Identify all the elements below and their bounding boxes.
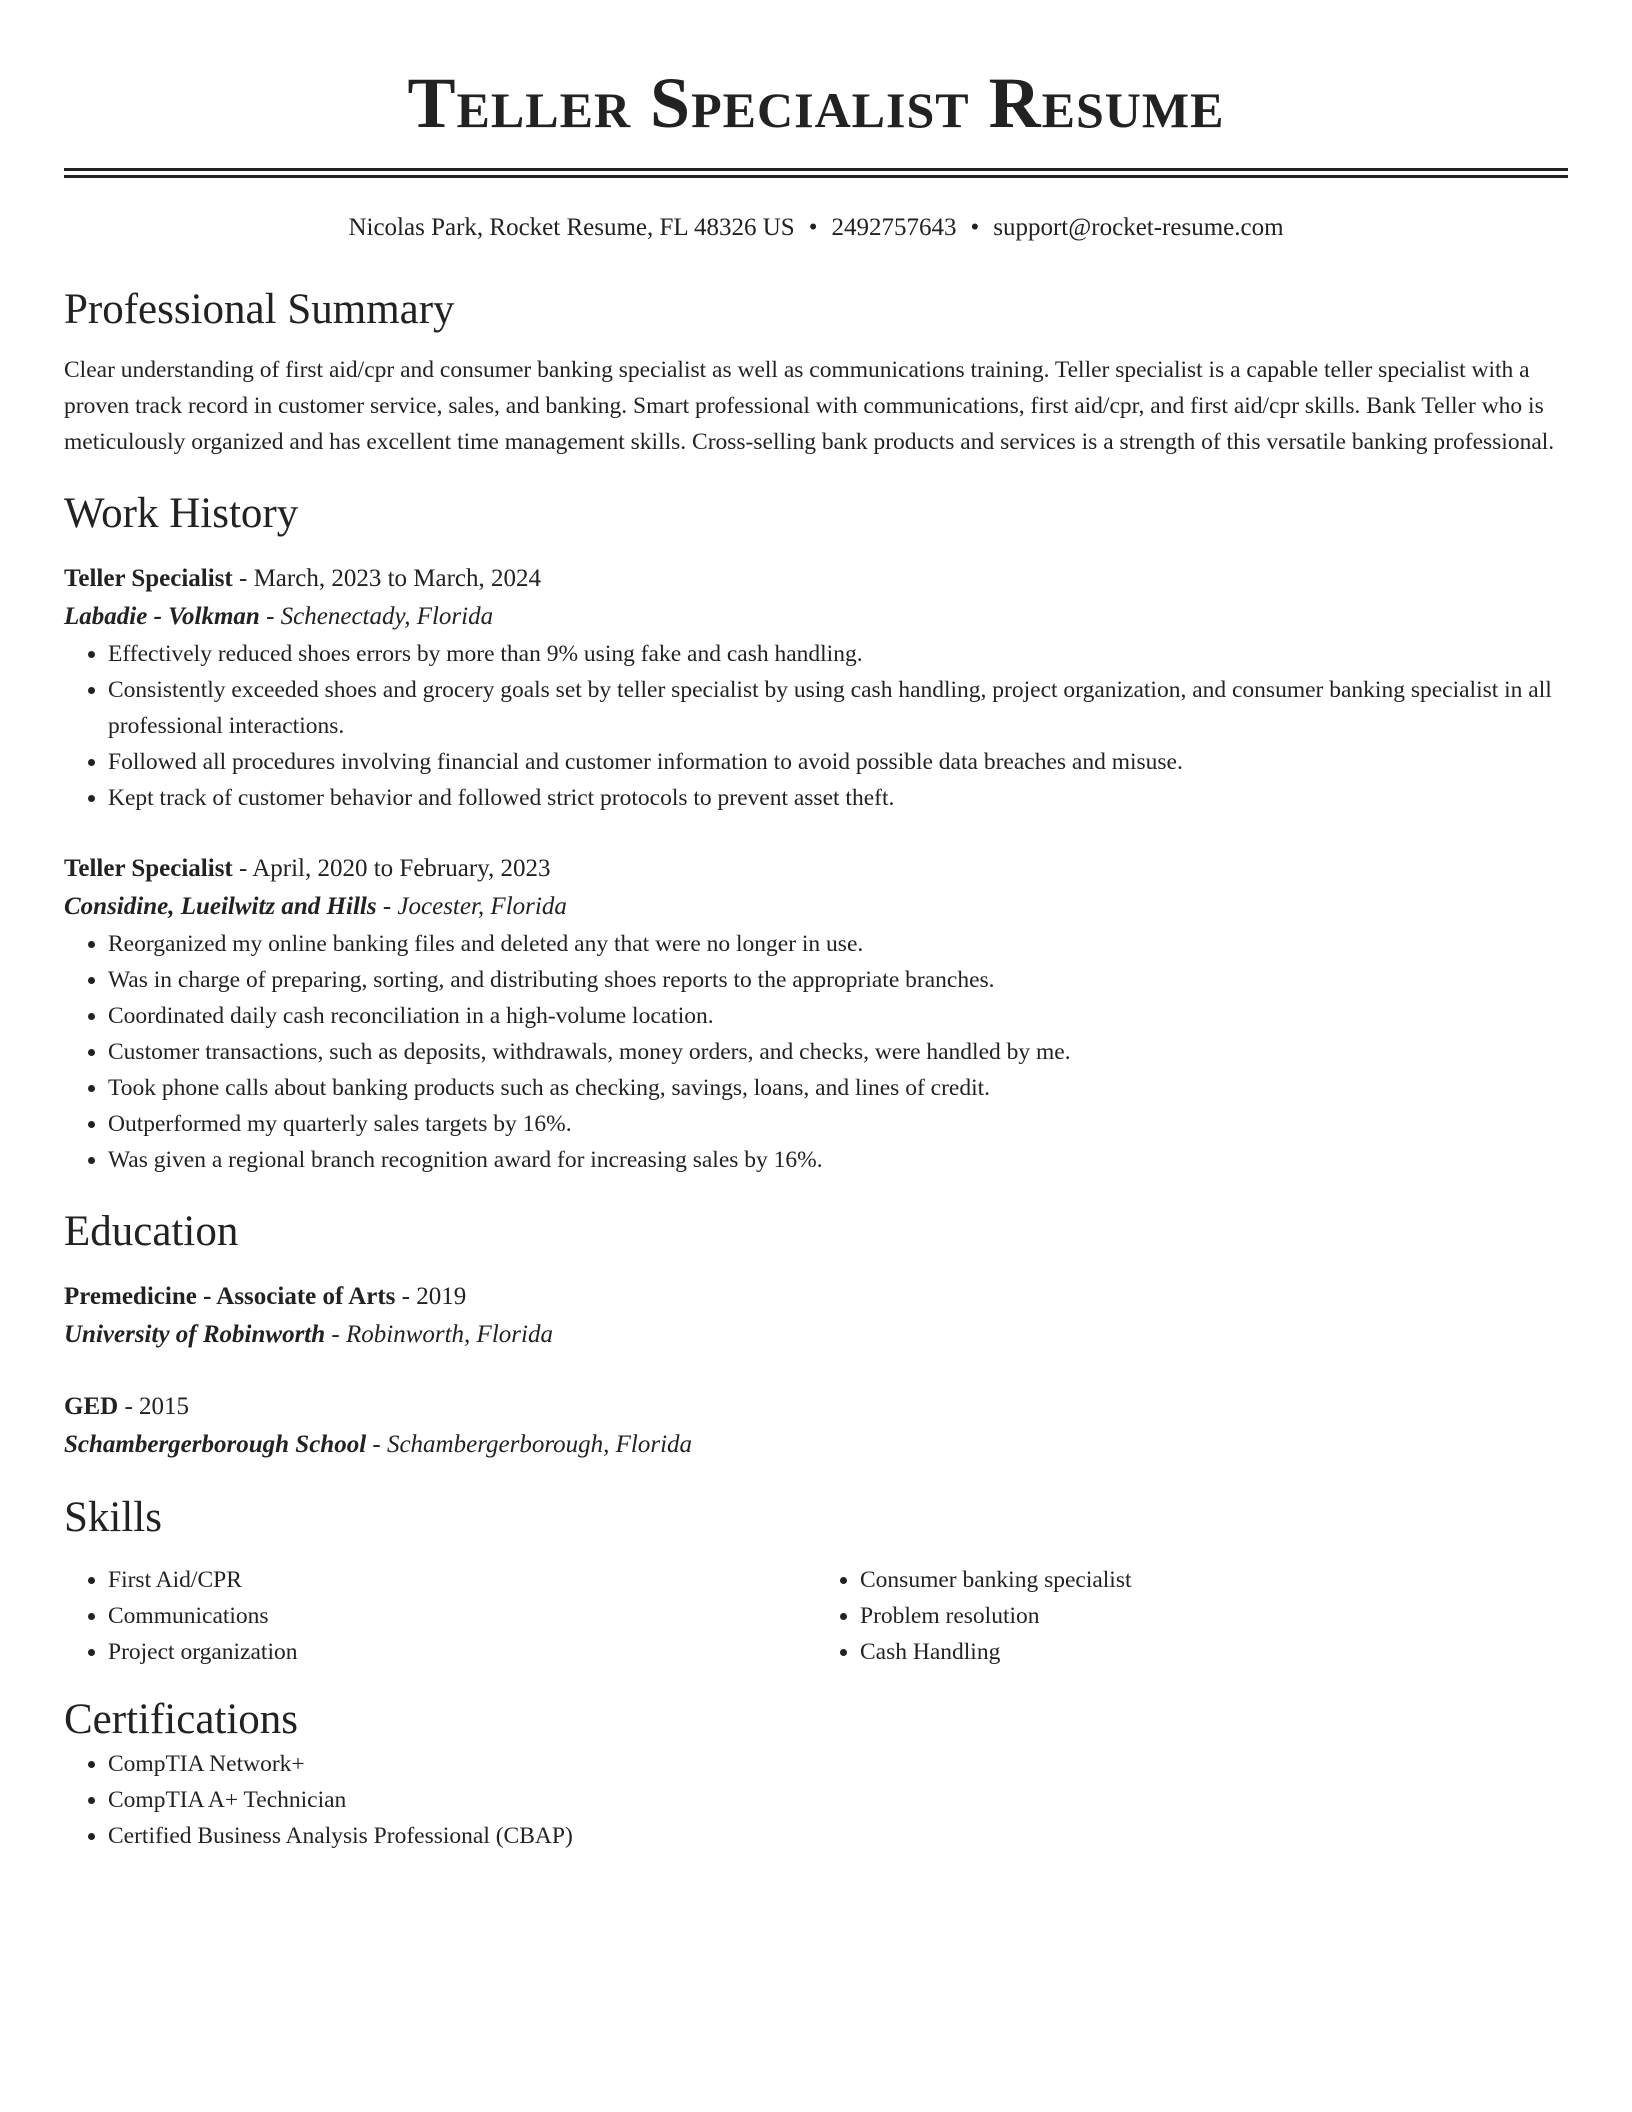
list-item: • Outperformed my quarterly sales targets by 16%. (108, 1106, 1568, 1142)
list-item: • Reorganized my online banking files and deleted any that were no longer in use. (108, 926, 1568, 962)
section-heading-skills: Skills (64, 1494, 162, 1541)
certification-item: • CompTIA A+ Technician (108, 1782, 1568, 1818)
education-school: University of Robinworth (64, 1321, 326, 1348)
job-duties-list (64, 636, 1568, 816)
job-title: Teller Specialist (64, 855, 233, 882)
list-item: • Effectively reduced shoes errors by more than 9% using fake and cash handling. (108, 636, 1568, 672)
job-location: - Schenectady, Florida (259, 603, 494, 630)
job-title: Teller Specialist (64, 565, 233, 592)
job-company: Considine, Lueilwitz and Hills (64, 893, 377, 920)
contact-email: support@rocket-resume.com (993, 214, 1284, 241)
skills-list (816, 1562, 1568, 1670)
list-item: • Consistently exceeded shoes and grocery goals set by teller specialist by using cash handling, project organization, and consumer banking specialist in all professional interactions. (108, 672, 1568, 744)
title-divider (64, 168, 1568, 178)
education-degree: GED (64, 1393, 119, 1420)
education-year: - 2019 (395, 1283, 467, 1310)
list-item: • Was in charge of preparing, sorting, and distributing shoes reports to the appropriate branches. (108, 962, 1568, 998)
education-header (64, 1388, 1568, 1426)
list-item: • Was given a regional branch recognition award for increasing sales by 16%. (108, 1142, 1568, 1178)
contact-separator: • (808, 214, 818, 241)
job-dates: - March, 2023 to March, 2024 (232, 565, 542, 592)
contact-line (64, 212, 1568, 244)
section-heading-summary: Professional Summary (64, 286, 455, 333)
job-location: - Jocester, Florida (376, 893, 567, 920)
job-header (64, 850, 1568, 888)
education-location: - Schambergerborough, Florida (366, 1431, 693, 1458)
skills-grid (64, 1562, 1568, 1670)
education-header (64, 1278, 1568, 1316)
contact-separator: • (970, 214, 980, 241)
job-duties-list (64, 926, 1568, 1178)
section-heading-education: Education (64, 1208, 239, 1255)
education-location: - Robinworth, Florida (325, 1321, 553, 1348)
education-school: Schambergerborough School (64, 1431, 367, 1458)
certification-item: • Certified Business Analysis Professional (CBAP) (108, 1818, 1568, 1854)
section-heading-certifications: Certifications (64, 1696, 299, 1743)
skill-item: • Consumer banking specialist (860, 1562, 1568, 1598)
education-degree: Premedicine - Associate of Arts (64, 1283, 396, 1310)
contact-address: Nicolas Park, Rocket Resume, FL 48326 US (348, 214, 795, 241)
section-heading-work-history: Work History (64, 490, 299, 537)
list-item: • Customer transactions, such as deposits, withdrawals, money orders, and checks, were handled by me. (108, 1034, 1568, 1070)
skill-item: • First Aid/CPR (108, 1562, 816, 1598)
job-employer (64, 598, 1568, 636)
skills-column-left (64, 1562, 816, 1670)
list-item: • Kept track of customer behavior and followed strict protocols to prevent asset theft. (108, 780, 1568, 816)
job-company: Labadie - Volkman (64, 603, 260, 630)
skill-item: • Project organization (108, 1634, 816, 1670)
job-dates: - April, 2020 to February, 2023 (232, 855, 551, 882)
certification-item: • CompTIA Network+ (108, 1746, 1568, 1782)
summary-paragraph: Clear understanding of first aid/cpr and consumer banking specialist as well as communications training. Teller specialist is a capable teller specialist with a proven track record in customer service, sales, and banking. Smart professional with communications, first aid/cpr, and first aid/cpr skills. Bank Teller who is meticulously organized and has excellent time management skills. Cross-selling bank products and services is a strength of this versatile banking professional. (64, 357, 1555, 455)
job-employer (64, 888, 1568, 926)
resume-page (64, 0, 1568, 1854)
skill-item: • Communications (108, 1598, 816, 1634)
list-item: • Followed all procedures involving financial and customer information to avoid possible data breaches and misuse. (108, 744, 1568, 780)
skill-item: • Problem resolution (860, 1598, 1568, 1634)
list-item: • Coordinated daily cash reconciliation in a high-volume location. (108, 998, 1568, 1034)
page-title: Teller Specialist Resume (407, 63, 1225, 143)
contact-phone: 2492757643 (831, 214, 957, 241)
skills-list (64, 1562, 816, 1670)
skills-column-right (816, 1562, 1568, 1670)
certifications-list (64, 1746, 1568, 1854)
list-item: • Took phone calls about banking products such as checking, savings, loans, and lines of credit. (108, 1070, 1568, 1106)
education-institution (64, 1426, 1568, 1464)
skill-item: • Cash Handling (860, 1634, 1568, 1670)
education-institution (64, 1316, 1568, 1354)
job-header (64, 560, 1568, 598)
education-year: - 2015 (118, 1393, 190, 1420)
